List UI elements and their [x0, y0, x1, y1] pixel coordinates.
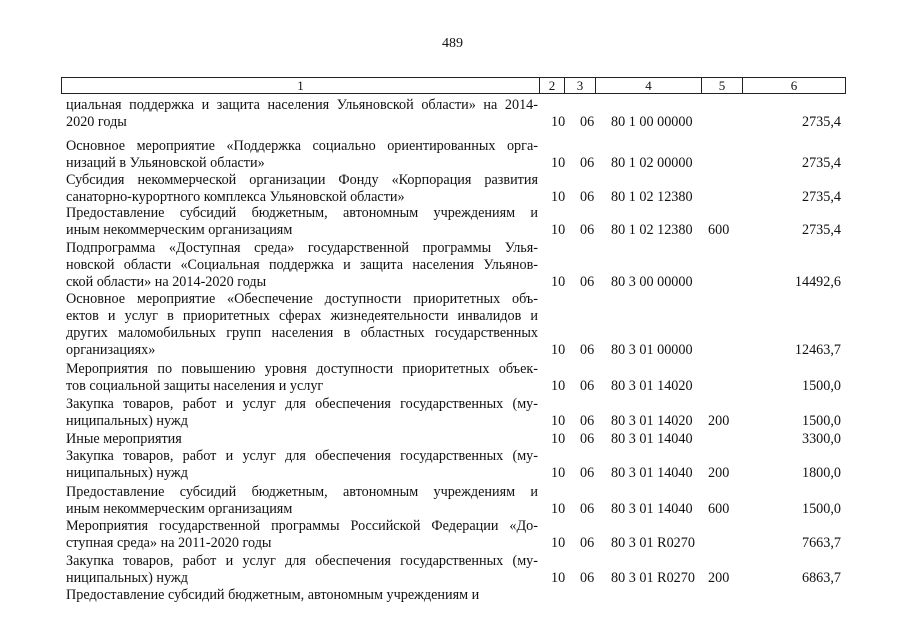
header-col-6: 6 [742, 78, 845, 93]
description-line: Иные мероприятия [66, 431, 182, 447]
row-description [66, 138, 538, 172]
description-line: иным некоммерческим организациям [66, 501, 293, 517]
row-description [66, 396, 538, 430]
target-article-code: 80 3 01 14020 [611, 413, 693, 429]
section-code: 10 [551, 413, 566, 429]
description-line: Предоставление субсидий бюджетным, автономным учреждениям и [66, 587, 480, 603]
subsection-code: 06 [580, 155, 595, 171]
section-code: 10 [551, 535, 566, 551]
amount-value: 2735,4 [801, 222, 841, 238]
subsection-code: 06 [580, 274, 595, 290]
expense-type-code: 200 [708, 413, 730, 429]
description-line: ниципальных) нужд [66, 465, 188, 481]
description-line: санаторно-курортного комплекса Ульяновской области» [66, 189, 405, 205]
target-article-code: 80 3 01 14040 [611, 465, 693, 481]
amount-value: 1500,0 [801, 413, 841, 429]
row-description [66, 448, 538, 482]
description-line: Подпрограмма «Доступная среда» государственной программы Улья- [66, 240, 538, 256]
target-article-code: 80 3 01 00000 [611, 342, 693, 358]
subsection-code: 06 [580, 189, 595, 205]
amount-value: 7663,7 [801, 535, 841, 551]
description-line: иным некоммерческим организациям [66, 222, 293, 238]
target-article-code: 80 1 00 00000 [611, 114, 693, 130]
description-line: Предоставление субсидий бюджетным, автономным учреждениям и [66, 484, 538, 500]
description-line: ниципальных) нужд [66, 413, 188, 429]
row-description [66, 484, 538, 518]
description-line: Мероприятия по повышению уровня доступности приоритетных объек- [66, 361, 538, 377]
section-code: 10 [551, 570, 566, 586]
subsection-code: 06 [580, 222, 595, 238]
row-description [66, 291, 538, 359]
target-article-code: 80 1 02 12380 [611, 222, 693, 238]
amount-value: 1500,0 [801, 501, 841, 517]
row-description [66, 97, 538, 131]
amount-value: 6863,7 [801, 570, 841, 586]
amount-value: 14492,6 [794, 274, 841, 290]
target-article-code: 80 3 01 R0270 [611, 570, 695, 586]
description-line: ступная среда» на 2011-2020 годы [66, 535, 272, 551]
row-description [66, 431, 538, 448]
description-line: Закупка товаров, работ и услуг для обеспечения государственных (му- [66, 396, 538, 412]
section-code: 10 [551, 155, 566, 171]
row-description [66, 240, 538, 291]
subsection-code: 06 [580, 413, 595, 429]
section-code: 10 [551, 114, 566, 130]
expense-type-code: 600 [708, 501, 730, 517]
amount-value: 12463,7 [794, 342, 841, 358]
section-code: 10 [551, 501, 566, 517]
description-line: Закупка товаров, работ и услуг для обеспечения государственных (му- [66, 448, 538, 464]
amount-value: 2735,4 [801, 155, 841, 171]
header-col-1: 1 [297, 78, 304, 93]
description-line: организациях» [66, 342, 156, 358]
target-article-code: 80 1 02 00000 [611, 155, 693, 171]
section-code: 10 [551, 431, 566, 447]
subsection-code: 06 [580, 431, 595, 447]
target-article-code: 80 3 01 14020 [611, 378, 693, 394]
page-number: 489 [442, 36, 463, 51]
amount-value: 3300,0 [801, 431, 841, 447]
amount-value: 1800,0 [801, 465, 841, 481]
row-description [66, 172, 538, 206]
subsection-code: 06 [580, 570, 595, 586]
description-line: других маломобильных групп населения в областных государственных [66, 325, 538, 341]
row-description [66, 587, 538, 604]
description-line: Закупка товаров, работ и услуг для обеспечения государственных (му- [66, 553, 538, 569]
expense-type-code: 200 [708, 570, 730, 586]
subsection-code: 06 [580, 342, 595, 358]
target-article-code: 80 1 02 12380 [611, 189, 693, 205]
subsection-code: 06 [580, 378, 595, 394]
subsection-code: 06 [580, 465, 595, 481]
row-description [66, 205, 538, 239]
subsection-code: 06 [580, 501, 595, 517]
description-line: ектов и услуг в приоритетных сферах жизнедеятельности инвалидов и [66, 308, 538, 324]
amount-value: 2735,4 [801, 189, 841, 205]
row-description [66, 518, 538, 552]
description-line: новской области «Социальная поддержка и защита населения Ульянов- [66, 257, 538, 273]
section-code: 10 [551, 342, 566, 358]
section-code: 10 [551, 189, 566, 205]
section-code: 10 [551, 274, 566, 290]
description-line: Мероприятия государственной программы Российской Федерации «До- [66, 518, 538, 534]
header-col-2: 2 [539, 78, 564, 93]
description-line: Субсидия некоммерческой организации Фонду «Корпорация развития [66, 172, 538, 188]
description-line: Основное мероприятие «Обеспечение доступности приоритетных объ- [66, 291, 538, 307]
row-description [66, 553, 538, 587]
amount-value: 2735,4 [801, 114, 841, 130]
target-article-code: 80 3 01 14040 [611, 431, 693, 447]
section-code: 10 [551, 465, 566, 481]
description-line: ской области» на 2014-2020 годы [66, 274, 267, 290]
header-col-5: 5 [701, 78, 742, 93]
description-line: низаций в Ульяновской области» [66, 155, 265, 171]
description-line: циальная поддержка и защита населения Ульяновской области» на 2014- [66, 97, 538, 113]
section-code: 10 [551, 378, 566, 394]
description-line: тов социальной защиты населения и услуг [66, 378, 324, 394]
target-article-code: 80 3 00 00000 [611, 274, 693, 290]
target-article-code: 80 3 01 14040 [611, 501, 693, 517]
target-article-code: 80 3 01 R0270 [611, 535, 695, 551]
expense-type-code: 200 [708, 465, 730, 481]
description-line: Основное мероприятие «Поддержка социально ориентированных орга- [66, 138, 538, 154]
header-col-3: 3 [564, 78, 595, 93]
subsection-code: 06 [580, 114, 595, 130]
expense-type-code: 600 [708, 222, 730, 238]
description-line: ниципальных) нужд [66, 570, 188, 586]
amount-value: 1500,0 [801, 378, 841, 394]
description-line: Предоставление субсидий бюджетным, автономным учреждениям и [66, 205, 538, 221]
section-code: 10 [551, 222, 566, 238]
description-line: 2020 годы [66, 114, 127, 130]
subsection-code: 06 [580, 535, 595, 551]
header-col-4: 4 [595, 78, 701, 93]
row-description [66, 361, 538, 395]
